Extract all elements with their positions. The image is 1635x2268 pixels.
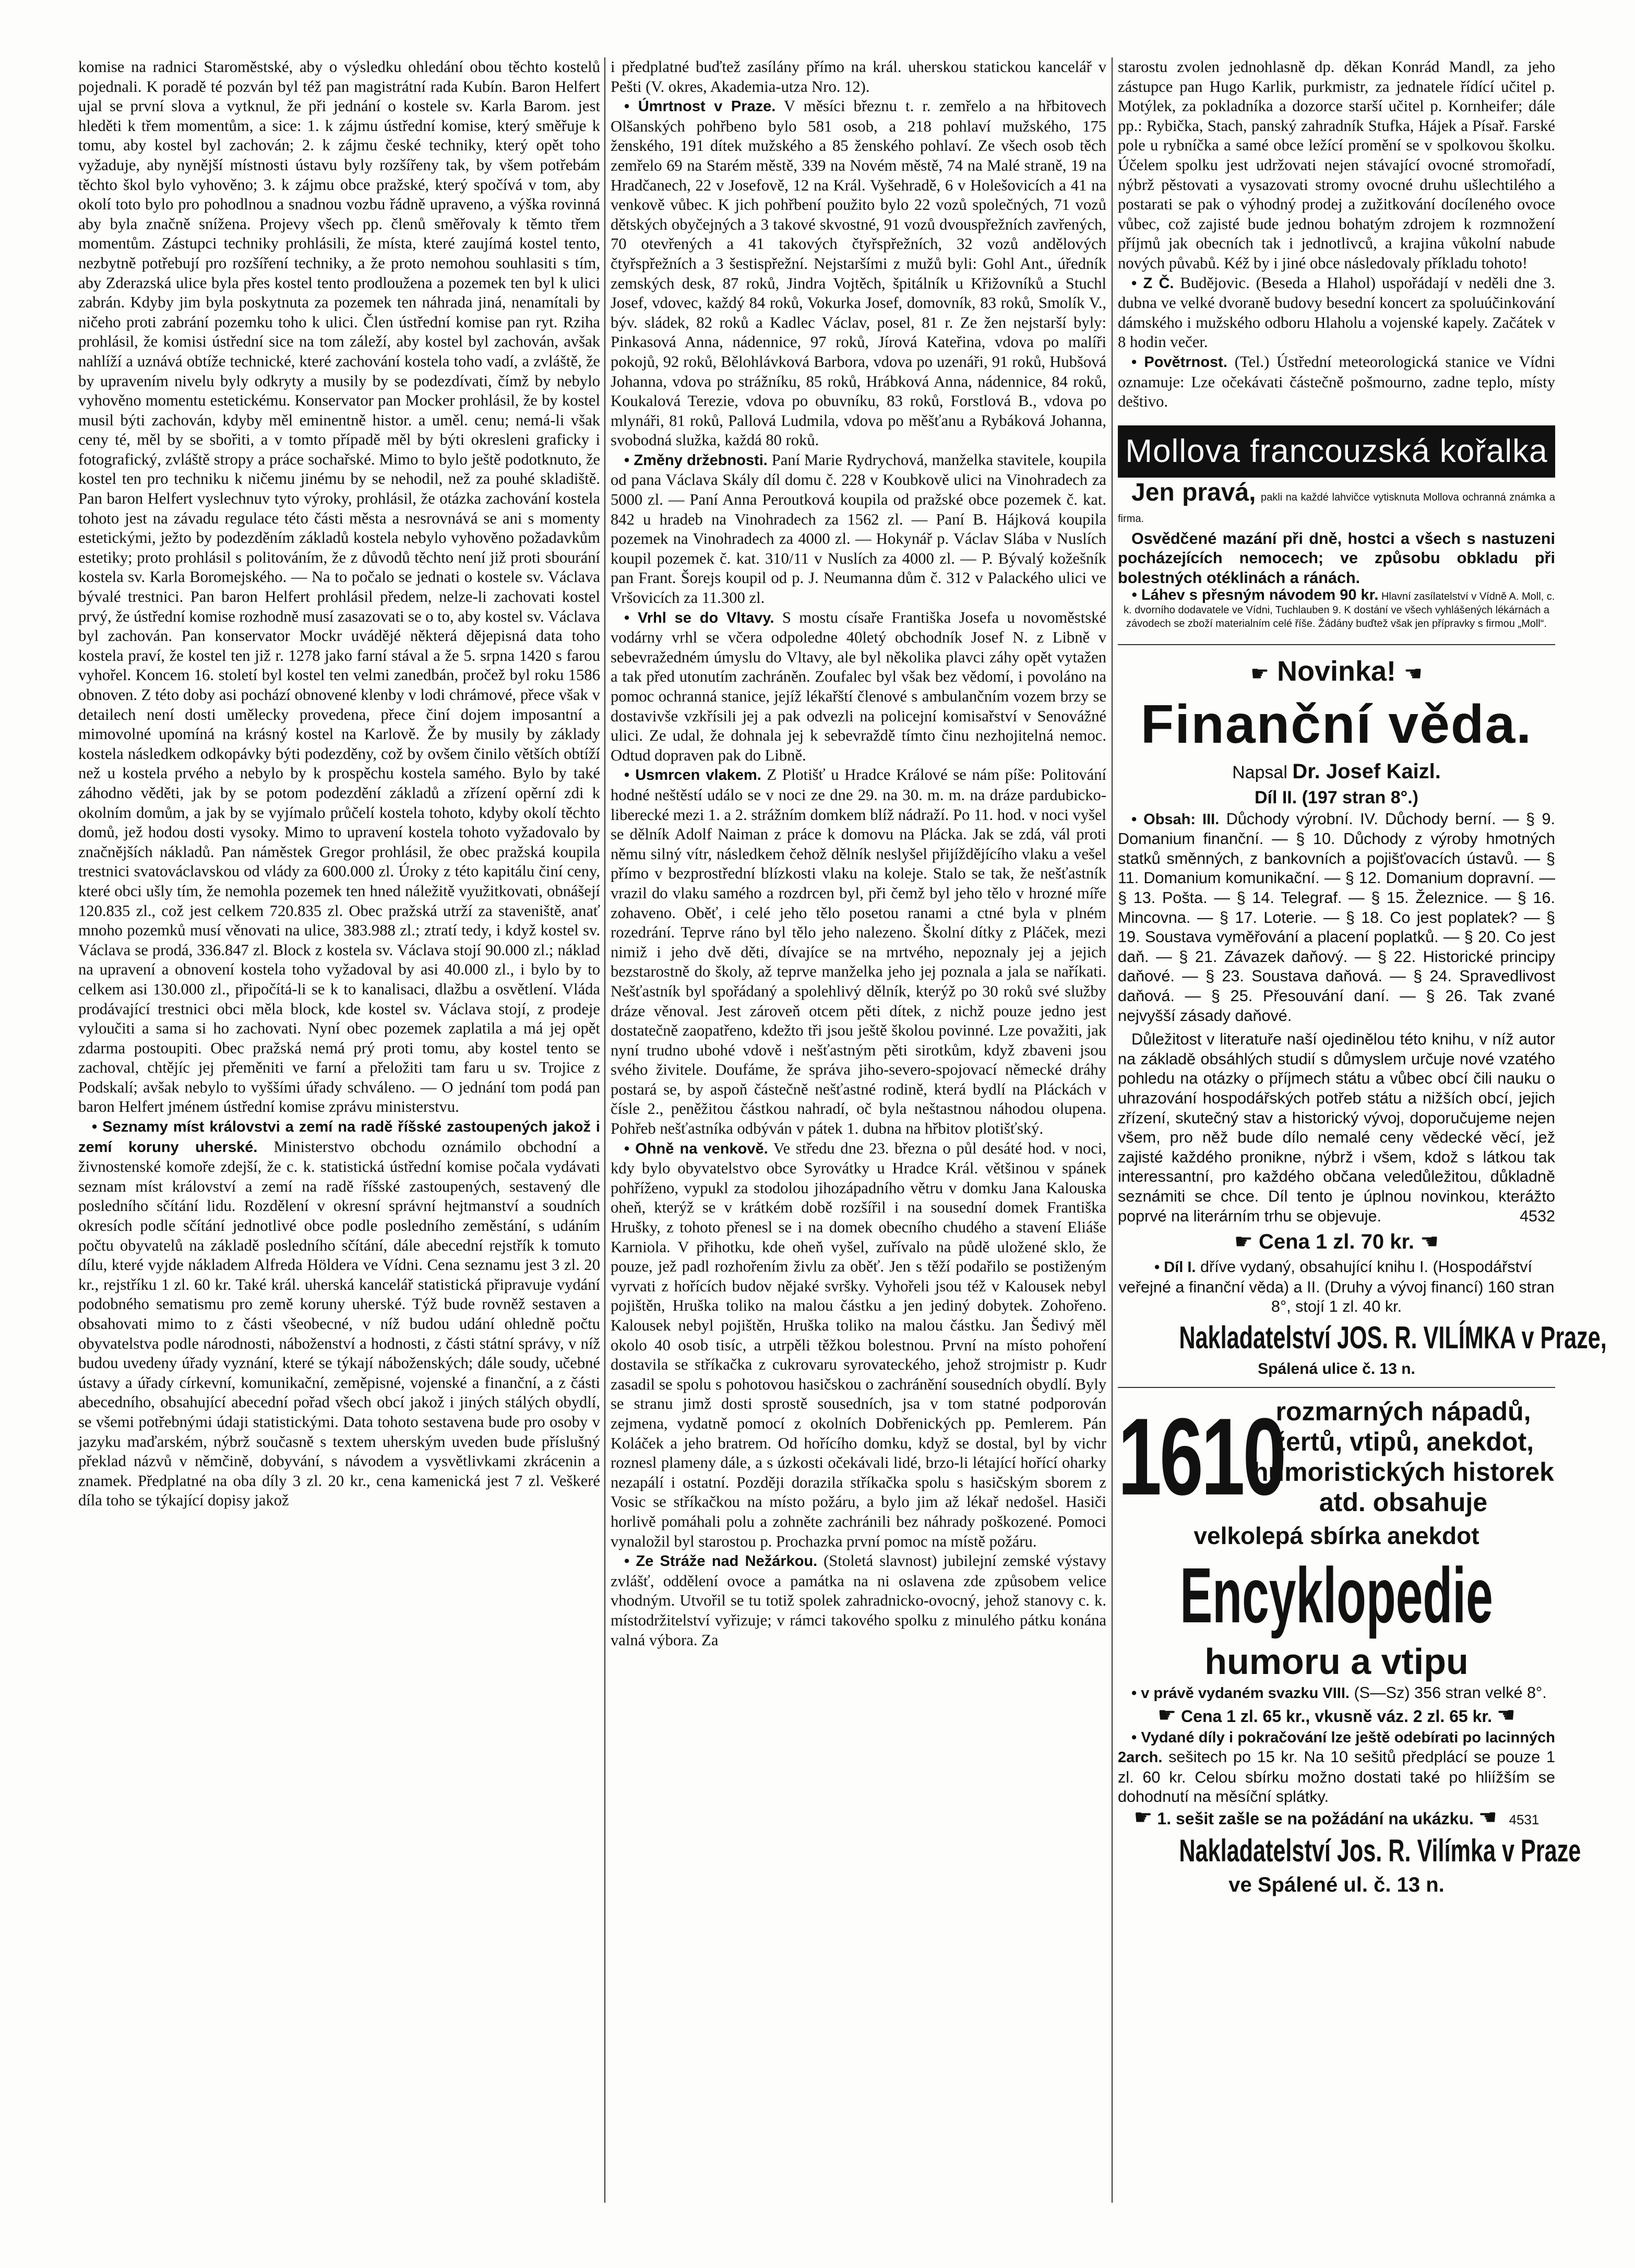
humor-sample-line bbox=[1118, 1807, 1555, 1830]
moll-lead-line bbox=[1118, 478, 1556, 529]
pointing-hand-icon: ☛ bbox=[1157, 1703, 1177, 1727]
byline-prefix: Napsal bbox=[1232, 762, 1287, 782]
humor-publisher: Nakladatelství Jos. R. Vilímka v Praze bbox=[1179, 1833, 1581, 1868]
finance-author: Dr. Josef Kaizl. bbox=[1292, 759, 1441, 783]
finance-earlier-part: • Díl I. dříve vydaný, obsahující knihu I. (Hospodářství veřejné a finanční věda) a II. (Druhy a vývoj financí) 160 stran 8°, stojí 1 zl. 40 kr. bbox=[1118, 1258, 1555, 1316]
article-paragraph: • Úmrtnost v Praze. V měsíci březnu t. r. zemřelo a na hřbitovech Olšanských pohřbeno bylo 581 osob, a 218 pohlaví mužského, 175 ženského, 191 dítek mužského a 85 ženského pohlaví. Ze všech osob těch zemřelo 69 na Starém městě, 339 na Novém městě, 74 na Malé straně, 19 na Hradčanech, 22 v Josefově, 12 na Král. Vyšehradě, 6 v Holešovicích a 41 na venkově vůbec. K jich pohřbení použito bylo 22 vozů společných, 71 vozů dětských obyčejných a 3 takové skvostné, 91 vozů dvouspřežních zavřených, 70 otevřených a 41 takových čtyřspřežních, 32 vozů andělových čtyřspřežních a 3 šestispřežní. Nejstaršími z mužů byli: Gohl Ant., úředník zemských desk, 87 roků, Jindra Vojtěch, špitálník u Křižovníků a Stuchl Josef, vdovec, každý 84 roků, Vokurka Josef, domovník, 83 roků, Smolík V., býv. sládek, 82 roků a Kadlec Václav, posel, 81 r. Ze žen nejstarší byly: Pinkasová Anna, nádennice, 97 roků, Jírová Kateřina, vdova po malíři pokojů, 92 roků, Bělohlávková Barbora, vdova po uzenáři, 91 roků, Hubšová Johanna, vdova po strážníku, 85 roků, Hrábková Anna, nádennice, 84 roků, Koukalová Terezie, vdova po obuvníku, 83 roků, Forstlová B., vdova po mlynáři, 81 roků, Pallová Ludmila, vdova po měšťanu a Rybáková Johanna, svobodná služka, každá 80 roků. bbox=[611, 97, 1106, 449]
humor-street: ve Spálené ul. č. 13 n. bbox=[1228, 1873, 1445, 1896]
ad-code: 4532 bbox=[1519, 1207, 1555, 1225]
finance-contents: • Obsah: III. Důchody výrobní. IV. Důchody berní. — § 9. Domanium finanční. — § 10. Důchody z výroby hmotných statků směnných, z bankovních a pojišťovacích ústavů. — § 11. Domanium komunikační. — § 12. Domanium dopravní. — § 13. Pošta. — § 14. Telegraf. — § 15. Železnice. — § 16. Mincovna. — § 17. Loterie. — § 18. Co jest poplatek? — § 19. Soustava vyměřování a placení poplatků. — § 20. Co jest daň. — § 21. Závazek daňový. — § 22. Historické principy daňové. — § 23. Soustava daňová. — § 24. Spravedlivost daňová. — § 25. Přesouvání daní. — § 26. Tak zvané nejvyšší zásady daňové. bbox=[1118, 810, 1555, 1025]
article-paragraph: • Ze Stráže nad Nežárkou. (Stoletá slavnost) jubilejní zemské výstavy zvlášť, oddělení ovoce a památka na ni oslavena zde způsobem velice vhodným. Utvořil se tu totiž spolek zahradnicko-ovocný, jehož stanovy c. k. místodržitelství vyřizuje; v rámci takového spolku z minulého pátku konána valná výbora. Za bbox=[611, 1552, 1106, 1649]
finance-publisher: Nakladatelství JOS. R. VILÍMKA v Praze, bbox=[1179, 1320, 1607, 1355]
article-paragraph: • Ohně na venkově. Ve středu dne 23. března o půl desáté hod. v noci, kdy bylo obyvatelstvo obce Syrovátky u Hradce Král. většinou v spánek pohříženo, vypukl za stodolou jihozápadního větru v domku Jana Kalouska oheň, kterýž se v krátkém době rozšířil i na sousední domek Františka Hrušky, z tohoto přenesl se i na domek obecního chudého a stavení Eliáše Karniola. V přihotku, kde oheň vyšel, zuřívalo na půdě uložené sklo, že pouze, jež padl rozhořením živlu za oběť. Jen s těží podařilo se postiženým vyrvati z hořících budov nějaké svršky. Vyhořeli jsou též v Kalousek nebyl pojištěn, Hruška toliko na malou částku a jen jediný dobytek. Zohořeno. Kalousek nebyl pojištěn, Hruška toliko na malou částku. Jan Šedivý měl okolo 40 osob tisíc, a utrpěli těžkou bolestnou. První na místo pohoření dostavila se stříkačka z cukrovaru syrovateckého, jehož strojmistr p. Kudr zasadil se spolu s pohotovou hasičskou o zachránění sousedních obydlí. Byly se stranu jimž dosti sprostě sousedních, jsa v tom statné podporován zejmena, vydatně pomocí z okolních Dobřenických pp. Pemlerem. Pán Koláček a jeho bratrem. Od hořícího domku, když se dostal, byl by vichr roznesl plameny dále, a s úzkosti očekávali lidé, brzo-li létající hořící oharky nezapálí i ostatní. Později dorazila stříkačka spolu s hasičským sborem z Vosic se stříkačkou na místo požáru, a bylo jim až lékař nedošel. Hasiči horlivě pomáhali polu a zohněte zachránili bez náhrady poškozené. Pomoci vynaložil byl starostou p. Prochazka první pomoc na místě požáru. bbox=[611, 1139, 1106, 1550]
section-heading: • Ohně na venkově. bbox=[624, 1140, 768, 1157]
section-heading: • Z Č. bbox=[1131, 275, 1174, 292]
finance-part: Díl II. (197 stran 8°.) bbox=[1254, 787, 1419, 808]
finance-description bbox=[1118, 1030, 1555, 1226]
newspaper-page bbox=[78, 57, 1607, 2208]
column-2 bbox=[611, 57, 1106, 2203]
humor-side-text: rozmarných nápadů, žertů, vtipů, anekdot, humoristických historek atd. obsahuje bbox=[1252, 1396, 1554, 1517]
humor-volume: • v právě vydaném svazku VIII. (S—Sz) 356 stran velké 8°. bbox=[1131, 1683, 1547, 1702]
moll-lead-small: pakli na každé lahvičce vytisknuta Mollova ochranná známka a firma. bbox=[1118, 491, 1556, 525]
novinka-line bbox=[1118, 655, 1555, 691]
section-heading: • Ze Stráže nad Nežárkou. bbox=[624, 1553, 818, 1570]
humor-price: Cena 1 zl. 65 kr., vkusně váz. 2 zl. 65 kr. bbox=[1181, 1706, 1492, 1726]
finance-byline bbox=[1118, 758, 1555, 786]
section-heading: • Láhev s přesným návodem 90 kr. bbox=[1131, 586, 1379, 603]
section-heading: • Povětrnost. bbox=[1131, 353, 1227, 371]
pointing-hand-icon: ☚ bbox=[1496, 1703, 1515, 1727]
pointing-hand-icon: ☚ bbox=[1420, 1230, 1439, 1254]
pointing-hand-icon: ☛ bbox=[1250, 662, 1269, 685]
humor-number: 1610 bbox=[1118, 1395, 1285, 1518]
moll-banner: Mollova francouzská kořalka bbox=[1118, 425, 1555, 478]
moll-advertisement bbox=[1118, 425, 1555, 631]
pointing-hand-icon: ☚ bbox=[1404, 662, 1423, 685]
pointing-hand-icon: ☛ bbox=[1234, 1230, 1253, 1254]
moll-lead: Jen pravá, bbox=[1131, 478, 1256, 506]
column-divider bbox=[604, 57, 605, 2203]
finance-street: Spálená ulice č. 13 n. bbox=[1258, 1360, 1415, 1378]
article-paragraph: starostu zvolen jednohlasně dp. děkan Konrád Mandl, za jeho zástupce pan Hugo Karlik, purkmistr, za jednatele řídící učitel p. Motýlek, za pokladníka a dozorce starší učitel p. Kornheifer; dále pp.: Rybička, Stach, panský zahradník Stufka, Hájek a Písař. Farské pole u rybníčka a samé obce ležící promění se v spolkovou školku. Účelem spolku jest udržovati nejen stávající ovocné stromořadí, nýbrž pěstovati a vysazovati stromy ovocné druhu ušlechtilého a postarati se pak o výhodný prodej a zužitkování docíleného ovoce vůbec, což zajisté bude jednou bohatým zdrojem k rozmnožení příjmů jak obecních tak i jednotlivců, a krajina vůkolní nabude nových půvabů. Kéž by i jiné obce následovaly příkladu tohoto! bbox=[1118, 58, 1555, 272]
humor-advertisement bbox=[1118, 1387, 1581, 1898]
moll-fine-print: • Láhev s přesným návodem 90 kr. Hlavní zasílatelství v Vídně A. Moll, c. k. dvorního dodavatele ve Vídni, Tuchlauben 9. K dostání ve všech vyhlášených lékárnách a závodech se zboží materialním celé říše. Žádány buďtež však jen přípravky s firmou „Moll“. bbox=[1123, 586, 1555, 630]
article-paragraph: komise na radnici Staroměstské, aby o výsledku ohledání obou těchto kostelů pojednali. K poradě té pozván byl též pan magistrátní rada Kubín. Baron Helfert ujal se první slova a vytknul, že při jednání o kostele sv. Karla Barom. jest hleděti k třem momentům, a sice: 1. k zájmu ústřední komise, který směřuje k tomu, aby kostel byl zachován; 2. k zájmu české techniky, který opět toho vyžaduje, aby nynější místnosti ústavu byly rozšířeny tak, by všem potřebám těchto škol bylo vyhověno; 3. k zájmu obce pražské, který spočívá v tom, aby okolí toto bylo pro pohodlnou a snadnou vozbu řádně upraveno, a výška rovinná aby byla značně snížena. Projevy všech pp. členů směřovaly k těmto třem momentům. Zástupci techniky prohlásili, že místa, které zaujímá kostel tento, nezbytně potřebují pro rozšíření techniky, a že proto nemohou souhlasiti s tím, aby Zderazská ulice byla přes kostel tento prodloužena a pozemek ten byl k ulici zabrán. Kdyby jim byla poskytnuta za pozemek ten náhrada jiná, nenamítali by ničeho proti zabrání pozemku toho k ulici. Člen ústřední komise pan ryt. Rziha prohlásil, že komisi ústřední sice na tom záleží, aby kostel byl zachován, avšak nahlíží a uznává obtíže technické, které zachování kostela toho vadí, a zvláště, že by upravením nivelu byly odkryty a musily by se podezdívati, čímž by nebylo vyhověno momentu estetickému. Konservator pan Mocker prohlásil, že by kostel musil býti zachován, kdyby měl eminentně histor. a uměl. cenu; nemá-li však ceny té, měl by se sbořiti, a v tomto případě měl by býti okresleni graficky i fotografický, zvláště stropy a práce sochařské. Mimo to bylo ještě podotknuto, že kostel ten pro techniku k ničemu jinému by se nehodil, než za pouhé skladiště. Pan baron Helfert vyslechnuv tyto výroky, prohlásil, že otázka zachování kostela tohoto jest na závadu regulace této části města a nesrovnává se ani s momenty estetickými, ježto by podezděním základů kostela nebylo vyhověno požadavkům estetiky; proto prohlásil s politováním, že z důvodů těchto není již proti sbourání kostela sv. Karla Boromejského. — Na to počalo se jednati o kostele sv. Václava bývalé trestnici. Pan baron Helfert prohlásil předem, nelze-li zachovati kostel prvý, že ústřední komise rozhodně musí zasazovati se o to, aby kostel sv. Václava byl zachován. Pan konservator Mockr uvádějé některá dějepisná data toho kostela praví, že kostel ten již r. 1278 jako farní stával a že 5. srpna 1420 s farou vyhořel. Koncem 16. století byl kostel ten velmi zanedbán, pročež byl roku 1586 obnoven. Z této doby asi pochází obnovené klenby v lodi chrámové, přece však v detailech není dosti umělecky provedena, přece činí dojem imposantní a mimovolné upomíná na krásný kostel na Karlově. Že by musily by základy kostela následkem odkopávky býti podezděny, což by ovšem činilo větších obtíží než u kostela prvého a nebylo by k prospěchu kostela samého. Bylo by také záhodno věděti, jak by se potom podezdění základů a zřízení opěrní zdi k okolním domům, a jak by se vyjímalo průčelí kostela tohoto, kdyby okolí těchto domů, jež hodou dosti vysoky. Mimo to upravení kostela tohoto vyžadovalo by značnějších nákladů. Pan náměstek Gregor prohlásil, že obec pražská koupila trestnici svatováclavskou od vlády za 600.000 zl. Úroky z této kapitálu činí ceny, které obci ušly tím, že nemohla pozemek ten hned náležitě využitkovati, obnášejí 120.835 zl., což jest celkem 720.835 zl. Obec pražská utrží za staveniště, anať mnoho pozemků musí věnovati na ulice, 383.988 zl.; ztratí tedy, i když kostel sv. Václava se prodá, 336.847 zl. Block z kostela sv. Václava stojí 90.000 zl.; náklad na upravení a obnovení kostela toho vyžadoval by asi 40.000 zl., i bylo by to celkem asi 130.000 zl., připočítá-li se k to kanalisaci, dlažbu a osvětlení. Vláda prodávající trestnici obci měla block, kde kostel sv. Václava stojí, z prodeje vyloučiti a sama si ho zachovati. Nyní obec pozemek zaplatila a má jej opět zdarma postoupiti. Obec pražská nemá prý proti tomu, aby kostel tento se zachoval, chtějíc jej přeměniti ve farní a přeložiti tam faru u sv. Trojice z Podskalí; avšak nebylo to vyššími úřady schváleno. — O jednání tom podá pan baron Helfert jménem ústřední komise zprávu ministerstvu. bbox=[78, 58, 600, 1116]
humor-note: • Vydané díly i pokračování lze ještě odebírati po lacinných 2arch. sešitech po 15 kr. Na 10 sešitů předplácí se pouze 1 zl. 60 kr. Celou sbírku možno dostati také po hliížším se dohodnutí na měsíční splátky. bbox=[1118, 1729, 1555, 1806]
ad-code: 4531 bbox=[1509, 1811, 1539, 1827]
humor-number-block bbox=[1118, 1396, 1555, 1517]
humor-price-line bbox=[1118, 1704, 1555, 1728]
article-paragraph: • Změny držebnosti. Paní Marie Rydrychová, manželka stavitele, koupila od pana Václava Skály díl domu č. 228 v Koubkově ulici na Vinohradech za 5000 zl. — Paní Anna Peroutková koupila od pražské obce pozemek č. kat. 842 u hradeb na Vinohradech za 1562 zl. — Paní B. Hájková koupila pozemek na Vinohradech za 4000 zl. — Hokynář p. Václav Slába v Nuslích koupil pozemek č. kat. 310/11 v Nuslích za 4000 zl. — P. Bývalý kožešník pan Frant. Šorejs koupil od p. J. Neumanna dům č. 312 v Palackého ulici ve Vršovicích za 11.300 zl. bbox=[611, 450, 1106, 607]
article-paragraph: • Z Č. Budějovic. (Beseda a Hlahol) uspořádají v neděli dne 3. dubna ve velké dvoraně budovy besední koncert za spoluúčinkování dámského i mužského odboru Hlaholu a vojenské kapely. Začátek v 8 hodin večer. bbox=[1118, 274, 1555, 351]
column-divider bbox=[1112, 57, 1113, 2203]
novinka-label: Novinka! bbox=[1276, 655, 1397, 687]
section-heading: • Seznamy míst královstvi a zemí na radě říšské zastoupených jakož i zemí koruny uherské. bbox=[78, 1119, 600, 1156]
column-1 bbox=[78, 57, 600, 2203]
section-heading: • Změny držebnosti. bbox=[624, 452, 768, 469]
finance-price: Cena 1 zl. 70 kr. bbox=[1259, 1230, 1414, 1254]
section-heading: • v právě vydaném svazku VIII. bbox=[1131, 1684, 1350, 1702]
article-paragraph: • Vrhl se do Vltavy. S mostu císaře Františka Josefa u novoměstské vodárny vrhl se včera odpoledne 40letý obchodník Josef N. z Libně v sebevražedném úmyslu do Vltavy, ale byl několika plavci záhy opět vytažen a tak před utonutím zachráněn. Zoufalec byl však bez vědomí, i povoláno na pomoc ochranná stanice, jejíž lékařští členové s ambulančním vozem brzy se dostavivše vzkřísili jej a pak odvezli na policejní komisařství v Senovážné ulici. Ze udal, že dohnala jej k sebevraždě tímto činu nezhojitelná nemoc. Odtud dopraven pak do Libně. bbox=[611, 608, 1106, 764]
finance-price-line bbox=[1118, 1226, 1555, 1257]
finance-title: Finanční věda. bbox=[1140, 694, 1533, 755]
humor-title: Encyklopedie bbox=[1180, 1551, 1493, 1639]
section-heading: • Usmrcen vlakem. bbox=[624, 767, 761, 784]
column-3 bbox=[1118, 57, 1607, 2203]
humor-sample: 1. sešit zašle se na požádání na ukázku. bbox=[1157, 1809, 1474, 1828]
article-paragraph: • Usmrcen vlakem. Z Plotišť u Hradce Králové se nám píše: Politování hodné neštěstí událo se v noci ze dne 29. na 30. m. m. na dráze pardubicko-liberecké mezi 1. a 2. strážním domkem blíž nádraží. Po 11. hod. v noci vyšel se dělník Adolf Naiman z práce k domovu na Plácka. Jak se zdá, vál proti němu silný vítr, následkem čehož dělník neslyšel přijíždějícího vlaku a vešel přímo v bezprostřední blízkosti vlaku na koleje. Stalo se tak, že nešťastník vrazil do vlaku samého a rozdrcen byl, při čemž byl jeho tělo v hrozné míře zohaveno. Oběť, i celé jeho tělo posetou ranami a ctné byla v plném rozedrání. Teprve ráno byl tělo jeho nalezeno. Školní dítky z Pláček, mezi nimiž i jeho dvě děti, dívajíce se na mrtvého, nepoznaly jej a jejich bezstarostně do školy, až teprve manželka jeho jej poznala a jala se naříkati. Nešťastník byl spořádaný a spolehlivý dělník, kterýž po 30 roků své služby dráze věnoval. Jest zároveň otcem pěti dítek, z nichž pouze jedno jest dostatečně zaopatřeno, kdežto tři jsou ještě školou povinné. Lze považiti, jak nyní trudno ubohé vdově i nešťastným pěti sirotkům, když zbaveni jsou svého živitele. Doufáme, že správa jiho-severo-spojovací německé dráhy postará se, by aspoň částečně nešťastné rodině, která bydlí na Pláckách v čísle 2., peněžitou částkou nahradí, oč byla neštastnou náhodou olupena. Pohřeb nešťastníka odbýván v pátek 1. dubna na hřbitov plotišťský. bbox=[611, 766, 1107, 1138]
description-text: Důležitost v literatuře naší ojedinělou této knihu, v níž autor na základě obsáhlých studií s důmyslem určuje nové vzatého pohledu na otázky o příjmech státu a vůbec obcí čili nauku o uhrazování hospodářských potřeb státu a nižších obcí, jejich zřízení, skutečný stav a historický vývoj, doporučujeme nejen všem, pro něž bude dílo nemalé ceny vědecké věcí, jež zajisté každého pronikne, nýbrž i všem, kdož s látkou tak interessantní, pro každého občana veledůležitou, důkladně seznámiti se chce. Díl tento je úplnou novinkou, kterážto poprvé na literárním trhu se objevuje. bbox=[1118, 1030, 1555, 1225]
section-heading: • Obsah: III. bbox=[1131, 811, 1220, 828]
article-paragraph: • Seznamy míst královstvi a zemí na radě říšské zastoupených jakož i zemí koruny uherské. Ministerstvo obchodu oznámilo obchodní a živnostenské komoře zdejší, že c. k. statistická ústřední komise počala vydávati seznam míst království a zemí na radě říšské zastoupených, sestavený dle posledního sčítání lidu. Rozdělení v okresní správní hejtmanství a soudních okresích podle sčítání jednotlivé obce podle posledního zeměstání, s udáním počtu obyvatelů na základě posledního sčítání, dále abecední rejstřík k tomuto dílu, které vyjde nákladem Alfreda Höldera ve Vídni. Cena seznamu jest 3 zl. 20 kr., rejstříku 1 zl. 60 kr. Také král. uherská kancelář statistická připravuje vydání podobného sematismu pro země koruny uherské. Týž bude rovněž sestaven a obsahovati mimo to z části všeobecné, v níž budou udání ohledně počtu obyvatelstva podle národnosti, náboženství a hodnosti, z části státní správy, v níž budou uvedeny úřady vyznání, které se týkají náboženských; dále soudy, učebné ústavy a úřady církevní, komunikační, zeměpisné, vojenské a finanční, a z části abecedního, obsahující abecední pořad všech obcí jakož i jiných stálých obydlí, se všemi potřebnými údaji statistickými. Data tohoto sestavena bude pro osoby v jazyku maďarském, nýbrž současně s textem uherským uveden bude příslušný překlad názvů v němčině, dobyvání, s návodem a vysvětlivkami zkrácenin a znamek. Předplatné na oba díly 3 zl. 20 kr., cena kamenická jest 7 zl. Veškeré díla toho se týkající dopisy jakož bbox=[78, 1119, 601, 1510]
finance-advertisement bbox=[1118, 644, 1607, 1380]
humor-subtitle: humoru a vtipu bbox=[1204, 1641, 1469, 1682]
article-paragraph: • Povětrnost. (Tel.) Ústřední meteorologická stanice ve Vídni oznamuje: Lze očekávati částečně pošmourno, zadne teplo, místy deštivo. bbox=[1118, 352, 1555, 411]
article-paragraph: i předplatné buďtež zasílány přímo na král. uherskou statickou kancelář v Pešti (V. okres, Akademia-utza Nro. 12). bbox=[611, 58, 1106, 96]
section-heading: • Díl I. bbox=[1154, 1259, 1196, 1276]
section-heading: • Úmrtnost v Praze. bbox=[624, 98, 776, 115]
section-heading: • Vrhl se do Vltavy. bbox=[624, 609, 774, 626]
moll-body: Osvědčené mazání při dně, hostci a všech s nastuzeni pocházejících nemocech; ve způsobu obkladu při bolestných otéklinách a ránách. bbox=[1118, 529, 1555, 587]
humor-line: velkolepá sbírka anekdot bbox=[1194, 1522, 1479, 1549]
section-heading: • Vydané díly i pokračování lze ještě odebírati po lacinných 2arch. bbox=[1118, 1729, 1555, 1766]
pointing-hand-icon: ☚ bbox=[1478, 1806, 1497, 1829]
pointing-hand-icon: ☛ bbox=[1133, 1806, 1153, 1829]
